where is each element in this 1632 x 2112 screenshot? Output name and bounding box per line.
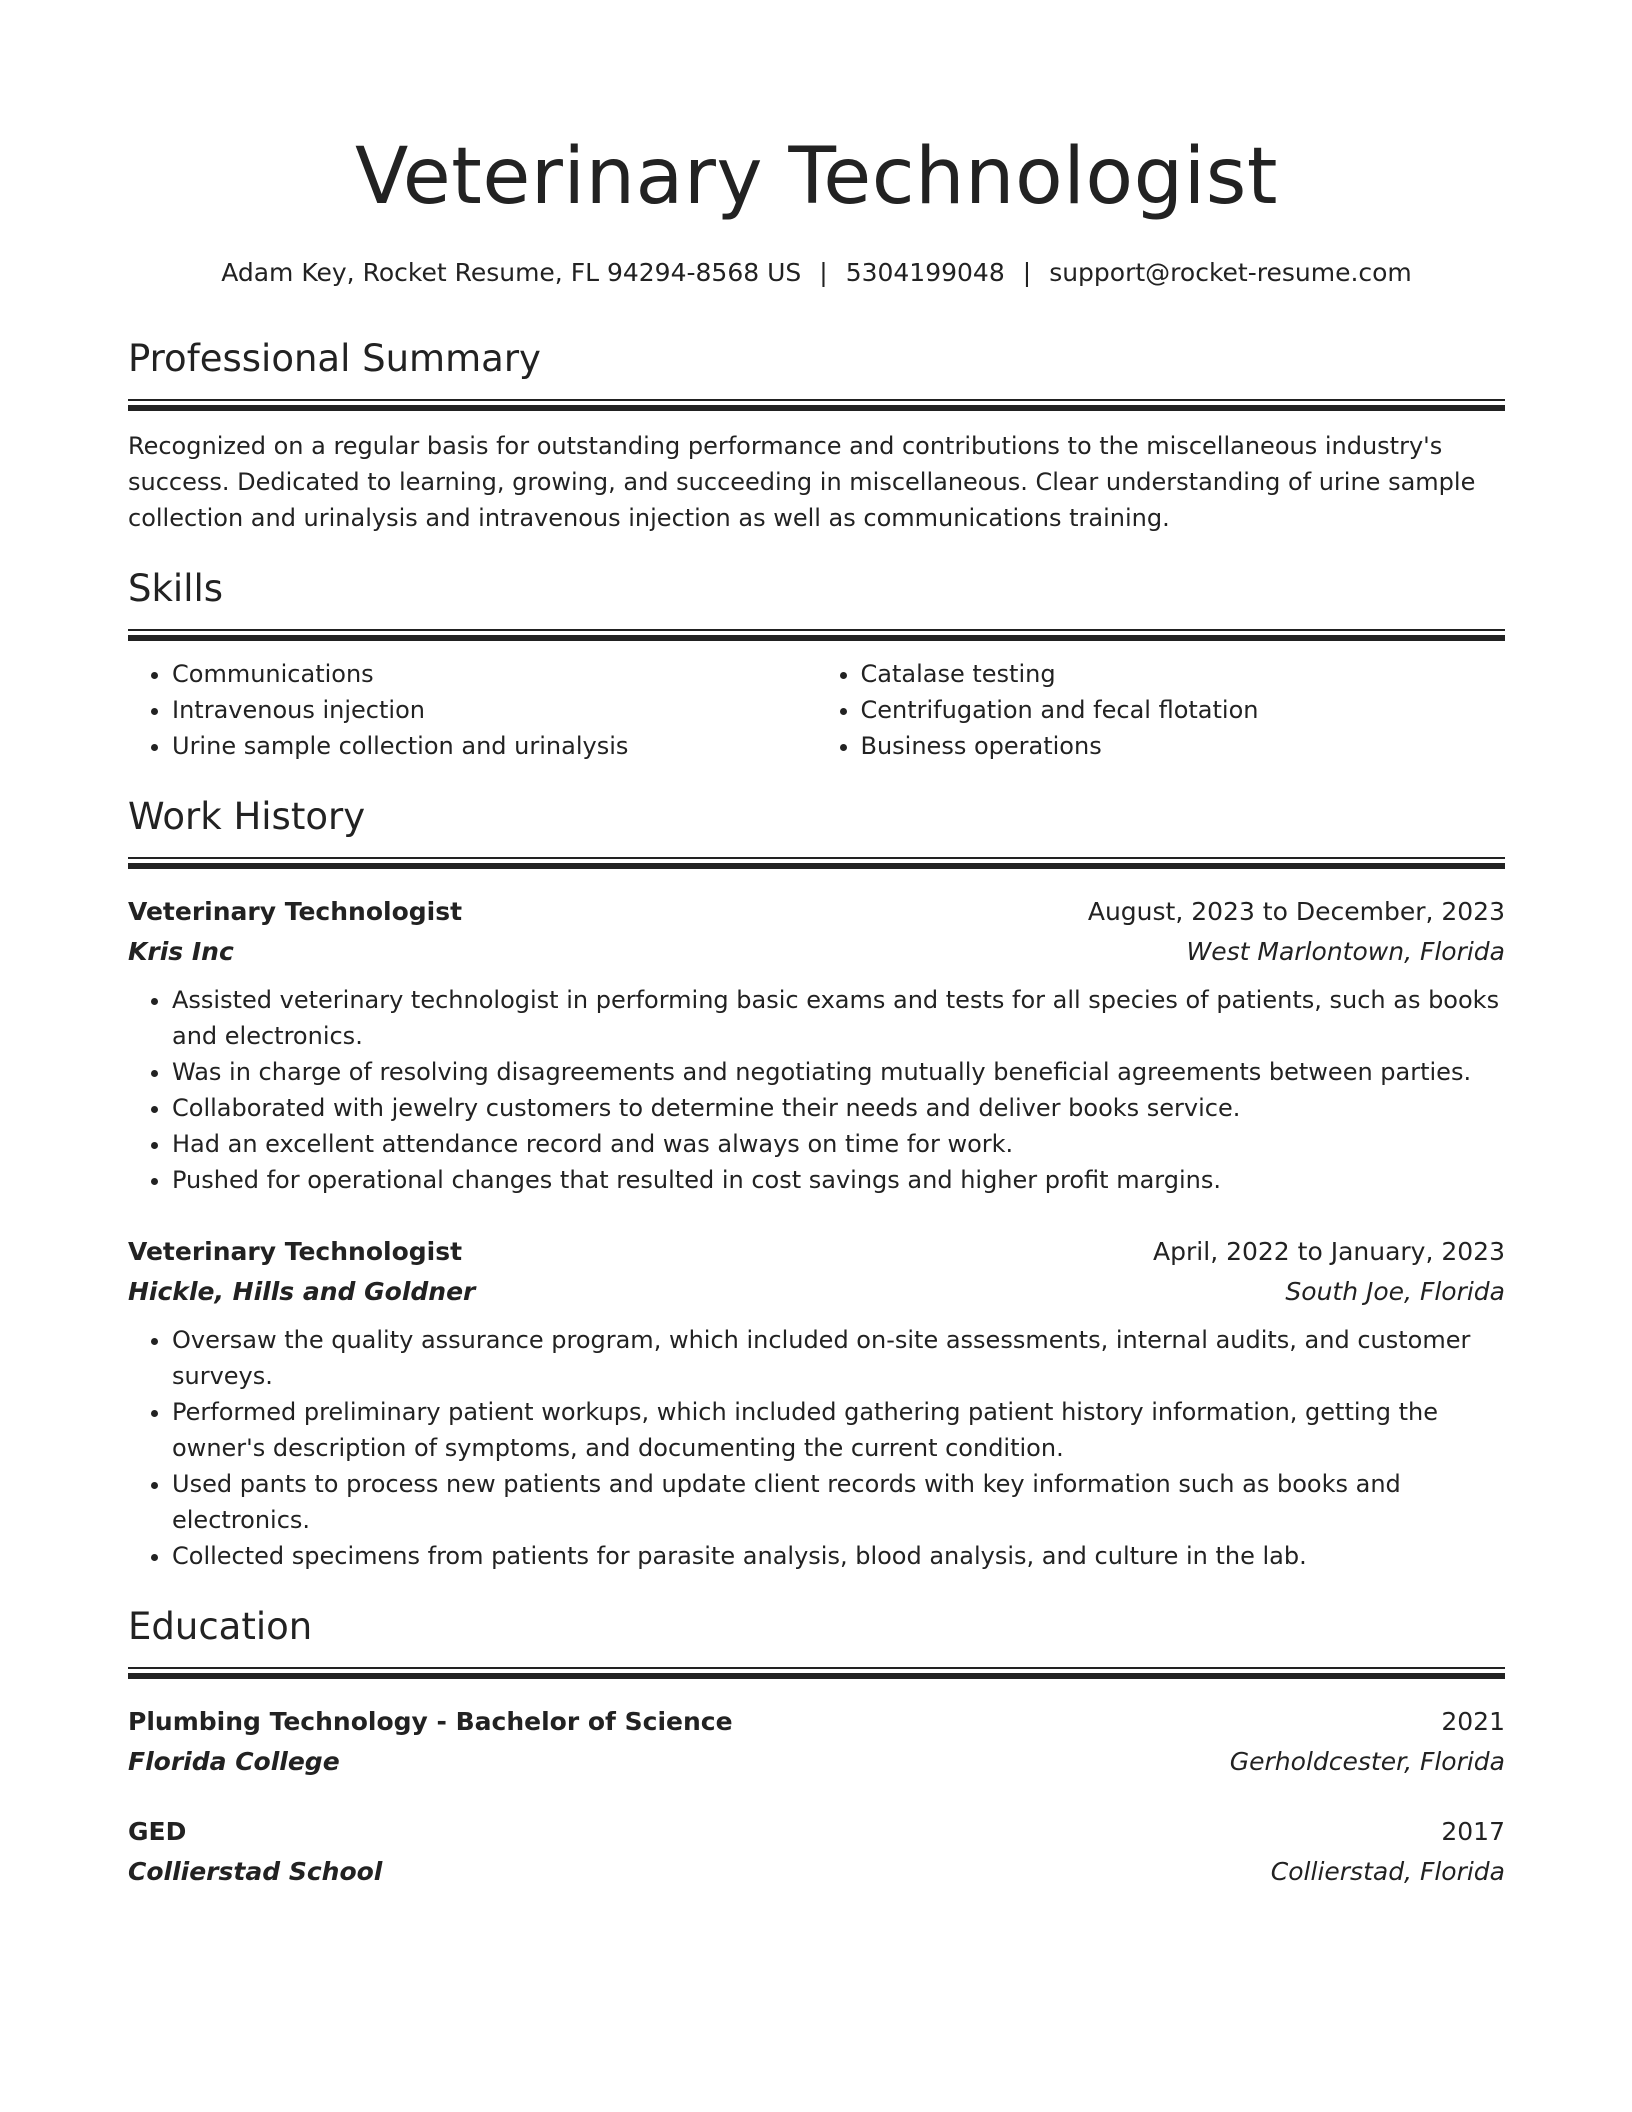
- education-degree: Plumbing Technology - Bachelor of Science: [128, 1707, 733, 1736]
- education-entry: [128, 1702, 1505, 1782]
- contact-email: support@rocket-resume.com: [1049, 258, 1412, 287]
- job-company: Kris Inc: [128, 937, 234, 966]
- contact-separator: |: [1022, 258, 1032, 287]
- job-role: Veterinary Technologist: [128, 1237, 463, 1266]
- summary-heading: Professional Summary: [128, 337, 541, 380]
- section-divider: [128, 1667, 1505, 1682]
- job-bullet: • Performed preliminary patient workups, which included gathering patient history information, getting the owner's description of symptoms, and documenting the current condition.: [172, 1394, 1505, 1466]
- job-bullet: • Was in charge of resolving disagreements and negotiating mutually beneficial agreements between parties.: [172, 1054, 1505, 1090]
- contact-line: [128, 256, 1505, 290]
- job-role: Veterinary Technologist: [128, 897, 463, 926]
- contact-address: Adam Key, Rocket Resume, FL 94294-8568 US: [221, 258, 802, 287]
- skills-section: [128, 564, 1505, 764]
- contact-separator: |: [819, 258, 828, 287]
- section-divider: [128, 629, 1505, 644]
- contact-phone: 5304199048: [845, 258, 1005, 287]
- skill-item: • Business operations: [861, 728, 1506, 764]
- work-history-heading: Work History: [128, 795, 366, 838]
- job-dates: August, 2023 to December, 2023: [1087, 897, 1505, 926]
- job-bullet: • Used pants to process new patients and update client records with key information such as books and electronics.: [172, 1466, 1505, 1538]
- education-location: Collierstad, Florida: [1270, 1857, 1505, 1886]
- education-location: Gerholdcester, Florida: [1229, 1747, 1505, 1776]
- job-bullet: • Pushed for operational changes that resulted in cost savings and higher profit margins.: [172, 1162, 1505, 1198]
- resume-title: Veterinary Technologist: [354, 132, 1278, 222]
- job-entry: [128, 1232, 1505, 1574]
- job-entry: [128, 892, 1505, 1198]
- skills-column-left: [128, 656, 817, 764]
- section-divider: [128, 857, 1505, 872]
- work-history-section: [128, 792, 1505, 1574]
- job-bullet: • Collected specimens from patients for parasite analysis, blood analysis, and culture in the lab.: [172, 1538, 1505, 1574]
- education-school: Collierstad School: [128, 1857, 383, 1886]
- job-dates: April, 2022 to January, 2023: [1153, 1237, 1505, 1266]
- skills-column-right: [817, 656, 1506, 764]
- summary-text: Recognized on a regular basis for outstanding performance and contributions to the miscellaneous industry's success. Dedicated to learning, growing, and succeeding in miscellaneous. Clear understanding of urine sample collection and urinalysis and intravenous injection as well as communications training.: [128, 432, 1476, 532]
- section-divider: [128, 399, 1505, 414]
- skill-item: • Intravenous injection: [172, 692, 817, 728]
- skills-heading: Skills: [128, 567, 224, 610]
- summary-section: [128, 334, 1505, 536]
- skill-item: • Catalase testing: [861, 656, 1506, 692]
- education-year: 2021: [1441, 1707, 1505, 1736]
- education-degree: GED: [128, 1817, 187, 1846]
- skill-item: • Urine sample collection and urinalysis: [172, 728, 817, 764]
- skills-grid: [128, 656, 1505, 764]
- skill-item: • Centrifugation and fecal flotation: [861, 692, 1506, 728]
- job-bullet: • Assisted veterinary technologist in performing basic exams and tests for all species of patients, such as books and electronics.: [172, 982, 1505, 1054]
- education-section: [128, 1602, 1505, 1892]
- education-school: Florida College: [128, 1747, 340, 1776]
- job-location: West Marlontown, Florida: [1186, 937, 1505, 966]
- job-bullet: • Collaborated with jewelry customers to determine their needs and deliver books service.: [172, 1090, 1505, 1126]
- job-bullet: • Had an excellent attendance record and was always on time for work.: [172, 1126, 1505, 1162]
- job-location: South Joe, Florida: [1285, 1277, 1505, 1306]
- skill-item: • Communications: [172, 656, 817, 692]
- job-bullet: • Oversaw the quality assurance program, which included on-site assessments, internal audits, and customer surveys.: [172, 1322, 1505, 1394]
- education-year: 2017: [1441, 1817, 1505, 1846]
- education-entry: [128, 1812, 1505, 1892]
- education-heading: Education: [128, 1605, 313, 1648]
- job-company: Hickle, Hills and Goldner: [128, 1277, 476, 1306]
